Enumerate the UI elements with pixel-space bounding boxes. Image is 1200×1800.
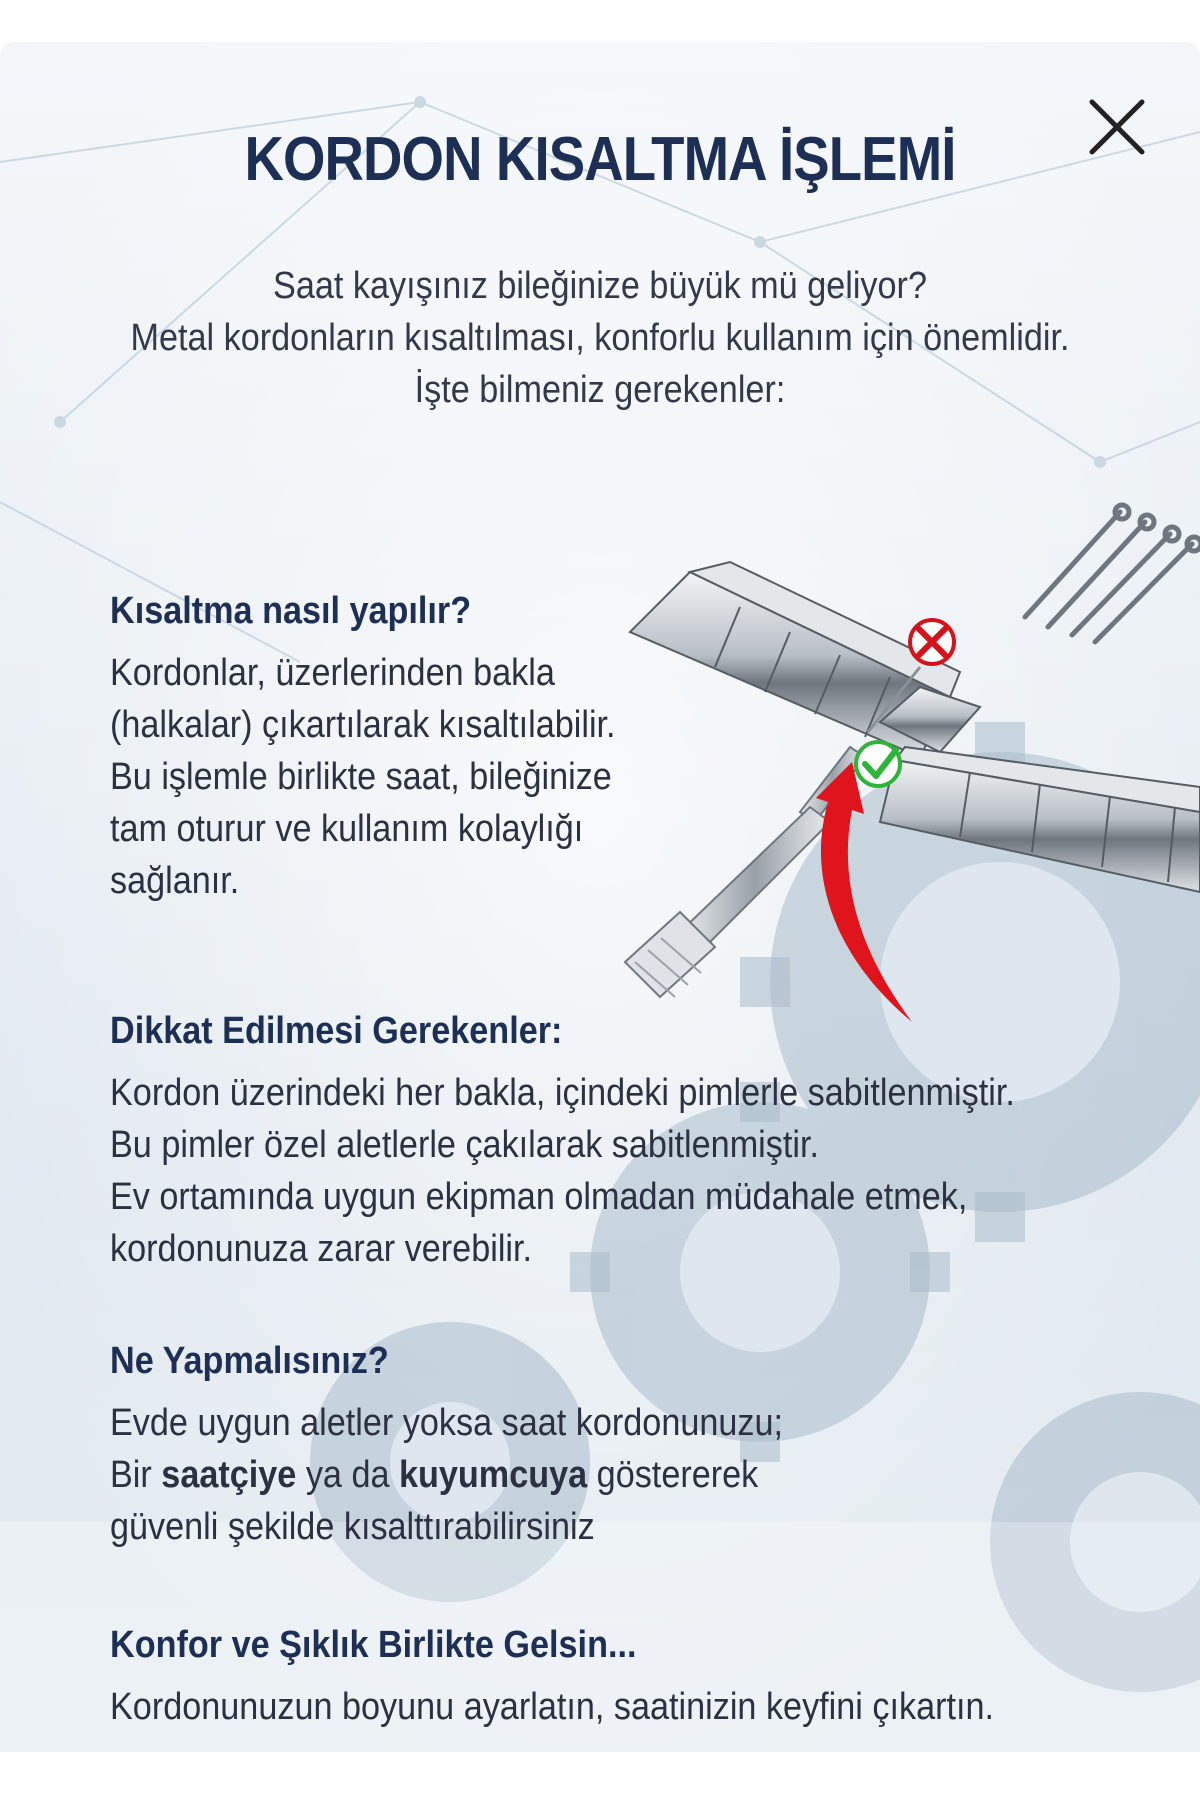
section-heading: Kısaltma nasıl yapılır?	[110, 590, 472, 632]
section-line: Kordon üzerindeki her bakla, içindeki pimlerle sabitlenmiştir.	[110, 1072, 1015, 1114]
check-mark-icon	[856, 742, 900, 786]
section-line: Bu pimler özel aletlerle çakılarak sabitlenmiştir.	[110, 1124, 819, 1166]
cross-mark-icon	[910, 620, 954, 664]
text-plain: ya da	[296, 1454, 399, 1496]
section-line: Bu işlemle birlikte saat, bileğinize	[110, 756, 612, 798]
section-body	[110, 1067, 1115, 1275]
section-body	[110, 1397, 858, 1553]
section-line: Kordonunuzun boyunu ayarlatın, saatinizin keyfini çıkartın.	[110, 1686, 995, 1728]
section-body	[110, 647, 672, 907]
section-line: (halkalar) çıkartılarak kısaltılabilir.	[110, 704, 616, 746]
section-line: Ev ortamında uygun ekipman olmadan müdahale etmek,	[110, 1176, 968, 1218]
section-heading: Dikkat Edilmesi Gerekenler:	[110, 1010, 563, 1052]
watch-bracelet-icon	[630, 562, 1200, 892]
section-heading: Konfor ve Şıklık Birlikte Gelsin...	[110, 1624, 637, 1666]
intro-line: İşte bilmeniz gerekenler:	[414, 369, 786, 411]
section-line: Evde uygun aletler yoksa saat kordonunuzu;	[110, 1402, 784, 1444]
spare-pins-icon	[1025, 505, 1200, 642]
intro-line: Metal kordonların kısaltılması, konforlu kullanım için önemlidir.	[130, 317, 1070, 359]
section-body	[110, 1681, 1092, 1733]
text-plain: göstererek	[587, 1454, 759, 1496]
section-line: Kordonlar, üzerlerinden bakla	[110, 652, 555, 694]
watch-bracelet-illustration	[620, 492, 1200, 1032]
intro-text	[0, 260, 1200, 416]
section-line	[110, 1449, 783, 1501]
text-bold-watchmaker: saatçiye	[161, 1454, 297, 1496]
section-line: kordonunuza zarar verebilir.	[110, 1228, 533, 1270]
section-what-to-do	[110, 1340, 858, 1553]
text-plain: Bir	[110, 1454, 162, 1496]
section-line: güvenli şekilde kısalttırabilirsiniz	[110, 1506, 595, 1548]
section-line: sağlanır.	[110, 860, 240, 902]
text-bold-jeweler: kuyumcuya	[398, 1454, 588, 1496]
info-modal	[0, 42, 1200, 1752]
section-comfort	[110, 1624, 1092, 1733]
section-caution	[110, 1010, 1115, 1275]
section-line: tam oturur ve kullanım kolaylığı	[110, 808, 584, 850]
section-how-to	[110, 590, 672, 907]
intro-line: Saat kayışınız bileğinize büyük mü geliyor?	[273, 265, 927, 307]
modal-title: KORDON KISALTMA İŞLEMİ	[244, 125, 956, 194]
section-heading: Ne Yapmalısınız?	[110, 1340, 389, 1382]
